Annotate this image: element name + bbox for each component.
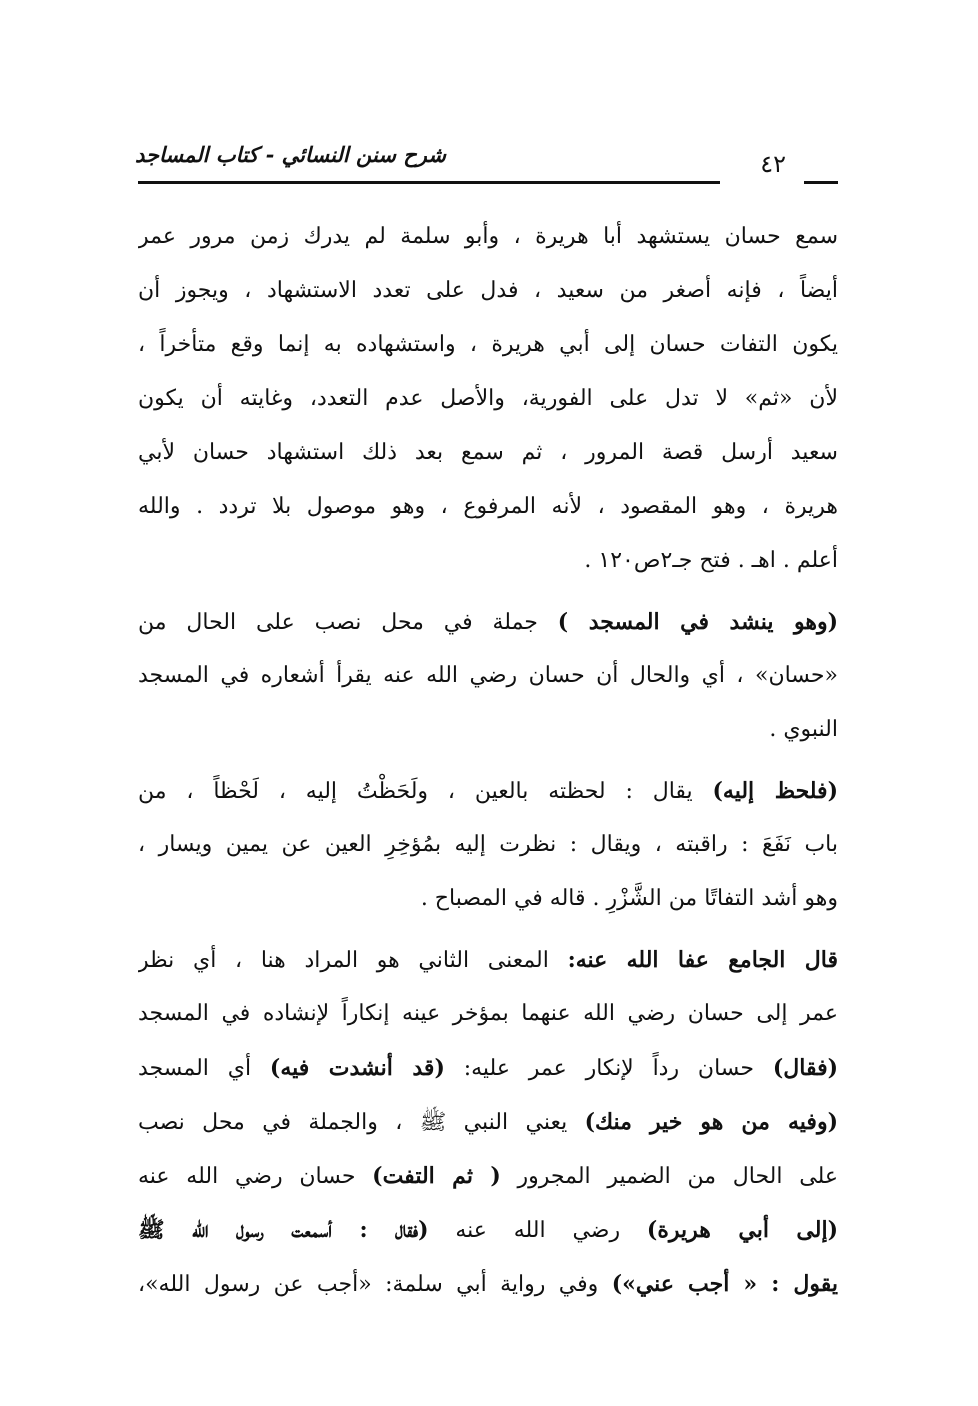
text-run: أي المسجد: [138, 1056, 270, 1081]
paragraph-4: [138, 933, 838, 1311]
paragraph-1: [138, 210, 838, 588]
quoted-phrase: (فقال : أسمعت رسول الله ﷺ: [138, 1217, 429, 1243]
text-run: حسان رضي الله عنه: [138, 1164, 373, 1189]
text-line: [138, 1149, 838, 1203]
text-run: على الحال من الضمير المجرور: [500, 1164, 838, 1189]
author-note-label: قال الجامع عفا الله عنه:: [567, 947, 838, 973]
quoted-phrase: ( ثم التفت): [372, 1163, 501, 1189]
text-line: أيضاً ، فإنه أصغر من سعيد ، فدل على تعدد الاستشهاد ، ويجوز أن: [138, 278, 838, 303]
page-header: [135, 136, 838, 186]
quoted-phrase: (وهو ينشد في المسجد ): [557, 609, 838, 635]
quoted-phrase: (وفيه من هو خير منك): [584, 1109, 838, 1135]
text-line: [138, 1257, 838, 1311]
text-line: لأن «ثم» لا تدل على الفورية، والأصل عدم التعدد، وغايته أن يكون: [138, 386, 838, 411]
text-line: يكون التفات حسان إلى أبي هريرة ، واستشهاده به إنما وقع متأخراً ،: [138, 332, 838, 357]
text-run: يقال : لحظته بالعين ، ولَحَظْتُ إليه ، لَحْظاً ، من: [138, 779, 713, 804]
text-line: [138, 595, 838, 649]
page-number: ٤٢: [760, 150, 786, 178]
text-run: رضي الله عنه: [428, 1218, 647, 1243]
header-rule: [138, 181, 720, 184]
text-line: أعلم . اهـ . فتح جـ٢ص١٢٠ .: [584, 548, 838, 573]
text-run: جملة في محل نصب على الحال من: [138, 610, 558, 635]
quoted-phrase: يقول : « أجب عني»): [611, 1271, 838, 1297]
text-run: يعني النبي ﷺ ، والجملة في محل نصب: [138, 1110, 585, 1135]
header-dash: [804, 181, 838, 184]
text-line: باب نَفَعَ : راقبته ، ويقال : نظرت إليه بمُؤخِرِ العين عن يمين ويسار ،: [138, 832, 838, 857]
text-line: عمر إلى حسان رضي الله عنهما بمؤخر عينه إنكاراً لإنشاده في المسجد: [138, 1001, 838, 1026]
text-line: سمع حسان يستشهد أبا هريرة ، وأبو سلمة لم يدرك زمن مرور عمر: [138, 224, 838, 249]
text-line: «حسان» ، أي والحال أن حسان رضي الله عنه يقرأ أشعاره في المسجد: [138, 663, 838, 688]
text-run: المعنى الثاني هو المراد هنا ، أي نظر: [138, 948, 568, 973]
text-line: [138, 933, 838, 987]
text-line: سعيد أرسل قصة المرور ، ثم سمع بعد ذلك استشهاد حسان لأبي: [138, 440, 838, 465]
text-line: [138, 1041, 838, 1095]
quoted-phrase: (إلى أبي هريرة): [646, 1217, 838, 1243]
quoted-phrase: (فلحظ إليه): [712, 778, 838, 804]
body-text: [138, 210, 838, 1318]
running-title: شرح سنن النسائي - كتاب المساجد: [135, 142, 446, 167]
paragraph-2: [138, 595, 838, 757]
text-run: وفي رواية أبي سلمة: «أجب عن رسول الله»،: [138, 1272, 612, 1297]
text-line: [138, 764, 838, 818]
paragraph-3: [138, 764, 838, 926]
text-line: النبوي .: [769, 717, 838, 742]
quoted-phrase: (فقال): [772, 1055, 838, 1081]
text-line: [138, 1203, 838, 1257]
quoted-phrase: (قد أنشدت فيه): [269, 1055, 445, 1081]
text-line: وهو أشد التفاتًا من الشَّزْرِ . قاله في المصباح .: [420, 886, 838, 911]
text-line: هريرة ، وهو المقصود ، لأنه المرفوع ، وهو موصول بلا تردد . والله: [138, 494, 838, 519]
text-line: [138, 1095, 838, 1149]
text-run: حسان رداً لإنكار عمر عليه:: [444, 1056, 773, 1081]
